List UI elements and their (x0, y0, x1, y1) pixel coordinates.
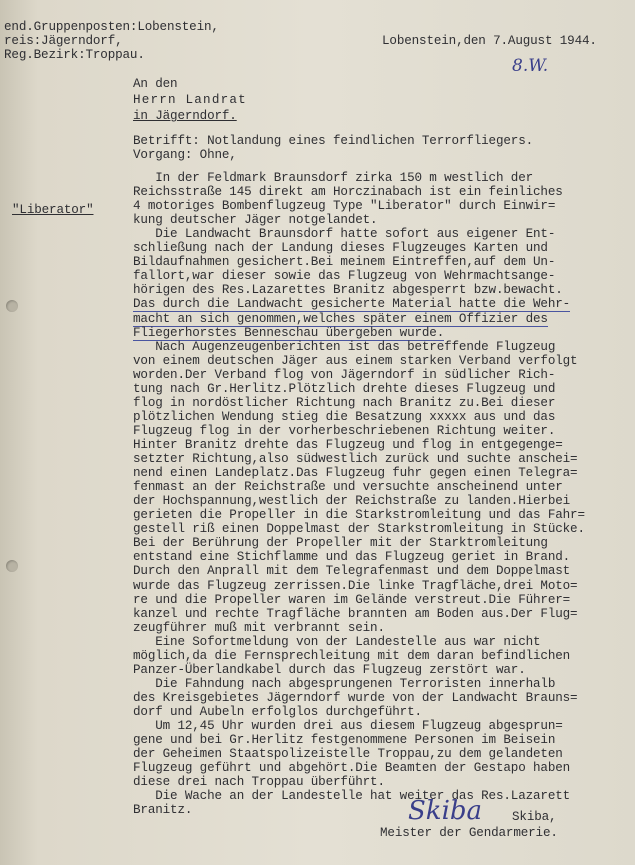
signature-name: Skiba, (512, 810, 557, 824)
body-line: schließung nach der Landung dieses Flugzeuges Karten und (133, 241, 548, 256)
body-line: Fliegerhorstes Benneschau übergeben wurde. (133, 325, 445, 340)
body-line: wurde das Flugzeug zerrissen.Die linke Tragfläche,drei Moto= (133, 578, 578, 593)
body-line: der Hochspannung,westlich der Reichstraße zu landen.Hierbei (133, 494, 571, 509)
body-line: kung deutscher Jäger notgelandet. (133, 213, 378, 228)
body-line: Bei der Berührung der Propeller mit der Starktromleitung (133, 536, 548, 551)
body-line: entstand eine Stichflamme und das Flugzeug geriet in Brand. (133, 550, 571, 565)
subject-betrifft: Betrifft: Notlandung eines feindlichen Terrorfliegers. (133, 134, 534, 148)
body-line: Eine Sofortmeldung von der Landestelle aus war nicht (133, 634, 541, 649)
body-line: hörigen des Res.Lazarettes Branitz abgesperrt bzw.bewacht. (133, 283, 563, 298)
body-line: Die Wache an der Landestelle hat weiter das Res.Lazarett (133, 789, 571, 804)
body-line: möglich,da die Fernsprechleitung mit dem daran befindlichen (133, 648, 571, 663)
body-line: Hinter Branitz drehte das Flugzeug und flog in entgegenge= (133, 437, 563, 452)
body-line: gerieten die Propeller in die Starkstromleitung und das Fahr= (133, 508, 585, 523)
punch-hole (6, 560, 18, 572)
body-line: Das durch die Landwacht gesicherte Material hatte die Wehr- (133, 297, 571, 312)
body-line: flog in nordöstlicher Richtung nach Branitz zu.Bei dieser (133, 395, 556, 410)
body-line: Bildaufnahmen gesichert.Bei meinem Eintreffen,auf dem Un- (133, 255, 556, 270)
sender-line: Reg.Bezirk:Troppau. (4, 48, 145, 62)
body-line: Branitz. (133, 803, 193, 818)
handwritten-signature: Skiba (408, 796, 483, 826)
body-line: plötzlichen Wendung stieg die Besatzung xxxxx aus und das (133, 409, 556, 424)
body-line: fenmast an der Reichstraße und versuchte anscheinend unter (133, 480, 563, 495)
recipient-line: Herrn Landrat (133, 93, 247, 107)
body-line: nend einen Landeplatz.Das Flugzeug fuhr gegen einen Telegra= (133, 466, 578, 481)
body-line: Die Fahndung nach abgesprungenen Terroristen innerhalb (133, 676, 556, 691)
sender-line: reis:Jägerndorf, (4, 34, 123, 48)
body-line: von einem deutschen Jäger aus einem starken Verband verfolgt (133, 353, 578, 368)
body-line: 4 motoriges Bombenflugzeug Type "Liberator" durch Einwir= (133, 199, 556, 214)
body-line: Um 12,45 Uhr wurden drei aus diesem Flugzeug abgesprun= (133, 719, 563, 733)
body-line: der Geheimen Staatspolizeistelle Troppau,zu dem gelandeten (133, 747, 563, 762)
body-line: worden.Der Verband flog von Jägerndorf in südlicher Rich- (133, 367, 556, 382)
body-line: gestell riß einen Doppelmast der Starkstromleitung in Stücke. (133, 522, 585, 537)
recipient-line: An den (133, 77, 178, 91)
handwritten-mark: 8.W. (512, 56, 549, 76)
sender-line: end.Gruppenposten:Lobenstein, (4, 20, 219, 34)
body-line: Nach Augenzeugenberichten ist das betreffende Flugzeug (133, 339, 556, 354)
body-line: dorf und Aubeln erfolglos durchgeführt. (133, 704, 422, 719)
place-date: Lobenstein,den 7.August 1944. (382, 34, 597, 48)
body-line: gene und bei Gr.Herlitz festgenommene Personen im Beisein (133, 733, 556, 747)
recipient-line: in Jägerndorf. (133, 109, 237, 123)
margin-note: "Liberator" (12, 203, 94, 217)
body-line: Reichsstraße 145 direkt am Horczinabach ist ein feinliches (133, 185, 563, 200)
body-line: In der Feldmark Braunsdorf zirka 150 m westlich der (133, 171, 534, 185)
body-line: setzter Richtung,also südwestlich zurück und suchte anschei= (133, 452, 578, 466)
body-line: Flugzeug flog in der vorherbeschriebenen Richtung weiter. (133, 423, 556, 438)
body-line: des Kreisgebietes Jägerndorf wurde von der Landwacht Brauns= (133, 690, 578, 705)
signature-title: Meister der Gendarmerie. (380, 826, 558, 840)
body-line: macht an sich genommen,welches später einem Offizier des (133, 311, 548, 326)
subject-vorgang: Vorgang: Ohne, (133, 148, 237, 162)
punch-hole (6, 300, 18, 312)
body-line: kanzel und rechte Tragfläche brannten am Boden aus.Der Flug= (133, 606, 578, 621)
body-line: zeugführer muß mit verbrannt sein. (133, 620, 385, 635)
body-line: Die Landwacht Braunsdorf hatte sofort aus eigener Ent- (133, 227, 556, 242)
body-line: Durch den Anprall mit dem Telegrafenmast und dem Doppelmast (133, 564, 571, 579)
body-line: fallort,war dieser sowie das Flugzeug von Wehrmachtsange- (133, 269, 556, 284)
body-line: Panzer-Überlandkabel durch das Flugzeug zerstört war. (133, 662, 526, 677)
body-line: diese drei nach Troppau überführt. (133, 775, 385, 790)
body-line: Flugzeug geführt und abgehört.Die Beamten der Gestapo haben (133, 761, 571, 776)
body-line: re und die Propeller waren im Gelände verstreut.Die Führer= (133, 592, 571, 607)
body-line: tung nach Gr.Herlitz.Plötzlich drehte dieses Flugzeug und (133, 381, 556, 396)
